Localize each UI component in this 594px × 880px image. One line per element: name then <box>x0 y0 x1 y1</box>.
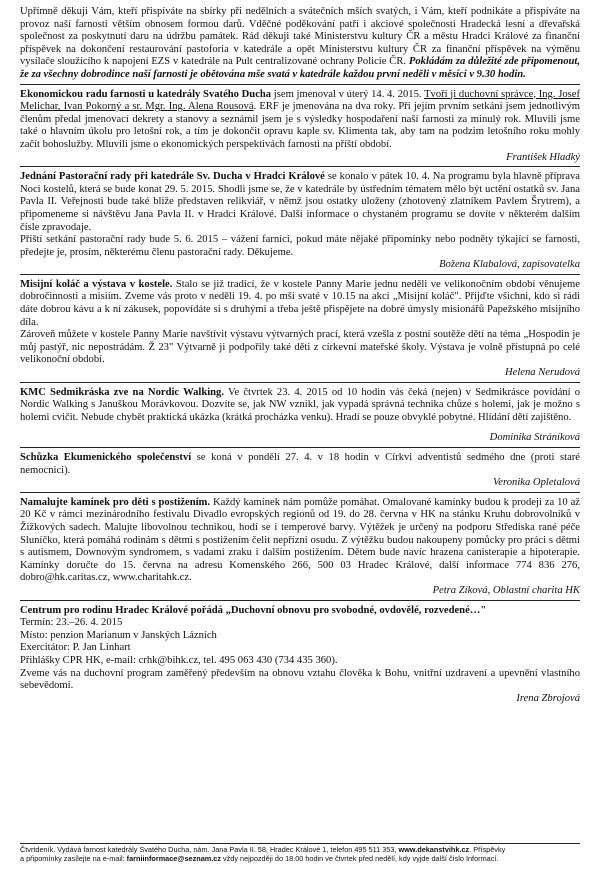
intro-text: Upřímně děkuji Vám, kteří přispíváte na sbírky při nedělních a svátečních mších svatých, i Vám, kteří podnikáte a přispíváte na provoz naší farnosti větším obnosem formou darů. Vděčné poděkování patří i akciové společnosti Hradecká lesní a dřevařská společnost za poskytnutí daru na údržbu památek. Rád děkuji také Ministerstvu kultury ČR a městu Hradci Králové za finanční příspěvek na dokončení restaurování pastoforia v katedrále a opět Ministerstvu kultury ČR za finanční příspěvek na výměnu vysílače sloužícího k napojení EZS v katedrále na Pult centralizované ochrany Policie ČR. <box>20 6 580 68</box>
stones-section <box>20 497 580 598</box>
divider <box>20 382 580 383</box>
economic-signature: František Hladký <box>506 151 580 163</box>
pastoral-signature: Božena Klabalová, zapisovatelka <box>439 259 580 271</box>
family-line: Exercitátor: P. Jan Linhart <box>20 642 131 654</box>
divider <box>20 274 580 275</box>
family-line: Přihlášky CPR HK, e-mail: crhk@bihk.cz, tel. 495 063 430 (734 435 360). <box>20 654 338 666</box>
footer-text: Čtvrtdeník. Vydává farnost katedrály Svatého Ducha, nám. Jana Pavla II. 58, Hradec Králové 1, telefon 495 511 353, <box>20 845 399 854</box>
intro-section <box>20 6 580 82</box>
mission-signature: Helena Nerudová <box>504 367 580 379</box>
kmc-signature: Dominika Stráníková <box>489 432 580 444</box>
divider <box>20 492 580 493</box>
footer <box>20 843 580 863</box>
mission-section <box>20 279 580 380</box>
family-text: Zveme vás na duchovní program zaměřený především na obnovu vztahu člověka k Bohu, vnitřní uzdravení a upevnění vlastního sebevědomí. <box>20 667 580 692</box>
mission-title: Misijní koláč a výstava v kostele. <box>20 278 173 290</box>
family-line: Místo: penzion Marianum v Janských Lázních <box>20 629 217 641</box>
family-line: Termín: 23.–26. 4. 2015 <box>20 617 123 629</box>
kmc-title: KMC Sedmikráska zve na Nordic Walking. <box>20 386 225 398</box>
divider <box>20 84 580 85</box>
footer-text: . Příspěvky <box>469 845 506 854</box>
footer-text: a připomínky zasílejte na e-mail: <box>20 854 127 863</box>
pastoral-title: Jednání Pastorační rady při katedrále Sv. Ducha v Hradci Králové <box>20 171 325 183</box>
mission-text-2: Zároveň můžete v kostele Panny Marie navštívit výstavu výtvarných prací, která vzešla z postní soutěže dětí na téma „Hospodin je můj pastýř, nic nepostrádám. Ž 23" Výtvarně ji podpořily také děti z církevní mateřské školy. Výstava je volně přístupná po celé velikonoční období. <box>20 329 580 366</box>
stones-signature: Petra Zíková, Oblastní charita HK <box>432 584 580 596</box>
family-signature: Irena Zbrojová <box>516 692 580 704</box>
intro-emphasis: Pokládám za důležité zde připomenout, že za všechny dobrodince naší farnosti je obětována mše svatá v katedrále každou první neděli v měsíci v 9.30 hodin. <box>20 56 580 80</box>
ecumenical-title: Schůzka Ekumenického společenství <box>20 452 192 463</box>
footer-website-link[interactable]: www.dekanstvihk.cz <box>398 845 470 854</box>
ecumenical-text: se koná v pondělí 27. 4. v 18 hodin v Církvi adventistů sedmého dne (proti staré nemocnici). <box>20 452 580 476</box>
economic-text: jsem jmenoval v úterý 14. 4. 2015. <box>271 88 425 100</box>
pastoral-council-section <box>20 171 580 272</box>
pastoral-text-2: Příští setkání pastorační rady bude 5. 6. 2015 – vážení farníci, pokud máte nějaké připomínky nebo podněty týkající se farnosti, předejte je, prosím, některému členu pastorační rady. Děkujeme. <box>20 234 580 258</box>
ecumenical-signature: Veronika Opletalová <box>493 477 580 489</box>
mission-text: Stalo se již tradicí, že v kostele Panny Marie jednu neděli ve velikonočním období věnujeme dobročinnosti a misiím. Zveme vás proto v neděli 19. 4. po mši svaté v 10.15 na akci „Misijní koláč". Přijďte všichni, kdo si rádi dáte dobrou kávu a k ní zákusek, popovídáte si s druhými a třeba ještě přispějete na dobré úmysly misionářů Papežského misijního díla. <box>20 278 580 328</box>
economic-council-section <box>20 89 580 165</box>
footer-email-link[interactable]: farniinformace@seznam.cz <box>126 854 221 863</box>
economic-title: Ekonomickou radu farnosti u katedrály Svatého Ducha <box>20 88 272 100</box>
economic-text-2: . ERF je jmenována na dva roky. Při jejím prvním setkání jsem jednotlivým členům předal jmenovací dekrety a stanovy a seznámil jsem je s výsledky hospodaření naší farnosti za minulý rok. Mluvili jsme také o hlavním úkolu pro letošní rok, a tím je dokončit opravu kaple sv. Klimenta tak, aby tam na podzim letošního roku mohly začít bohoslužby. Mluvili jsme o ekonomických perspektivách farnosti na příští období. <box>20 101 580 150</box>
economic-members: Tvoří ji duchovní správce, Ing. Josef Melichar, Ivan Pokorný a sr. Mgr. Ing. Alena Rousová <box>20 88 580 113</box>
footer-text: vždy nejpozději do 18.00 hodin ve čtvrtek před nedělí, kdy vyjde další číslo Informací. <box>220 854 499 863</box>
ecumenical-section <box>20 452 580 490</box>
stones-title: Namalujte kamínek pro děti s postižením. <box>20 496 211 508</box>
stones-text: Každý kamínek nám pomůže pomáhat. Omalované kamínky budou k prodeji za 10 až 20 Kč v rámci mezinárodního festivalu Divadlo evropských regionů od 19. do 28. června v HK na stánku Kruhu dobrovolníků v Žižkových sadech. Malujte libovolnou technikou, hodí se i temperové barvy. Výtěžek je určený na podporu Střediska rané péče Sluníčko, která pomáhá rodinám s dětmi s postižením čelit nepřízni osudu. Z výtěžku budou nakoupeny pomůcky pro práci s dětmi s autismem, Downovým syndromem, s vadami zraku i dalším postižením. Dětem bude navíc hrazena canisterapie a hipoterapie. Kamínky doručte do 15. června na adresu Komenského 266, 500 03 Hradec Králové, další informace 774 836 276, dobro@hk.caritas.cz, www.charitahk.cz. <box>20 496 580 584</box>
kmc-section <box>20 387 580 445</box>
kmc-text: Ve čtvrtek 23. 4. 2015 od 10 hodin vás čeká (nejen) v Sedmikrásce povídání o Nordic Walking s Januškou Morávkovou. Dozvíte se, jak NW vznikl, jak vypadá správná technika chůze s holemi, jak je možno s holemi cvičit. Nebude chybět praktická ukázka (krátká procházka venku). Hradí se pouze obvyklé pobytné. Hlídání dětí zajištěno. <box>20 386 580 423</box>
divider <box>20 447 580 448</box>
pastoral-text: se konalo v pátek 10. 4. Na programu byla hlavně příprava Noci kostelů, která se bude konat 29. 5. 2015. Shodli jsme se, že v katedrále by ústředním tématem mělo být uctění ostatků sv. Jana Pavla II. Veřejnosti bude také blíže představen relikviář, v němž jsou ostatky uloženy (zhotovený zlatníkem Pavlem Šrytrem), a připomeneme si návštěvu Jana Pavla II. v Hradci Králové. Další informace o chystaném programu se dovíte v některém dalším čísle zpravodaje. <box>20 171 580 233</box>
family-title: Centrum pro rodinu Hradec Králové pořádá „Duchovní obnovu pro svobodné, ovdovělé, rozvedené…" <box>20 604 487 616</box>
divider <box>20 600 580 601</box>
family-center-section <box>20 605 580 706</box>
divider <box>20 166 580 167</box>
